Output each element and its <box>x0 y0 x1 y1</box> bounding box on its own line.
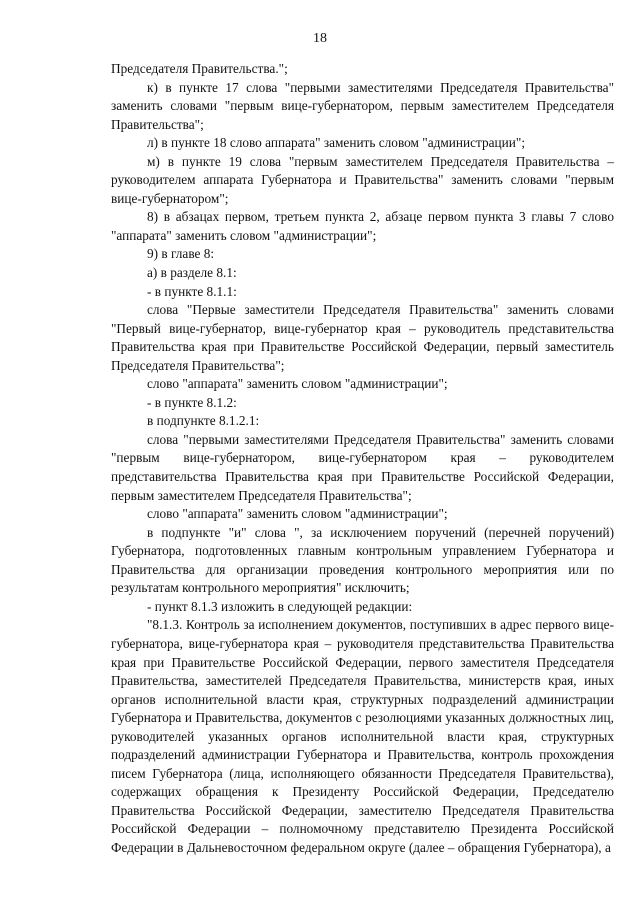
paragraph: а) в разделе 8.1: <box>147 265 237 281</box>
paragraph: в подпункте "и" слова ", за исключением поручений (перечней поручений) Губернатора, подготовленных главным контрольным управлением Губернатора и Правительства для организации проведения контрольного мероприятия или по результатам контрольного мероприятия" исключить; <box>111 524 614 596</box>
paragraph: 9) в главе 8: <box>147 246 215 262</box>
page-number: 18 <box>313 31 327 46</box>
paragraph: слова "Первые заместители Председателя Правительства" заменить словами "Первый вице-губернатор, вице-губернатор края – руководитель представительства Правительства края при Правительстве Российской Федерации, первый заместитель Председателя Правительства"; <box>111 302 614 373</box>
document-body <box>111 60 614 858</box>
paragraph: слова "первыми заместителями Председателя Правительства" заменить словами "первым вице-губернатором, вице-губернатором края – руководителем представительства Правительства края при Правительстве Российской Федерации, первым заместителем Председателя Правительства"; <box>111 431 614 503</box>
paragraph: - в пункте 8.1.2: <box>147 394 237 410</box>
paragraph: - пункт 8.1.3 изложить в следующей редакции: <box>147 598 413 614</box>
paragraph: л) в пункте 18 слово аппарата" заменить словом "администрации"; <box>147 135 526 151</box>
paragraph: к) в пункте 17 слова "первыми заместителями Председателя Правительства" заменить словами "первым вице-губернатором, первым заместителем Председателя Правительства"; <box>111 79 614 132</box>
paragraph: Председателя Правительства."; <box>111 61 288 76</box>
paragraph: м) в пункте 19 слова "первым заместителем Председателя Правительства – руководителем аппарата Губернатора и Правительства" заменить словами "первым вице-губернатором"; <box>111 153 614 206</box>
paragraph: слово "аппарата" заменить словом "администрации"; <box>147 506 448 522</box>
paragraph: - в пункте 8.1.1: <box>147 283 237 299</box>
paragraph: 8) в абзацах первом, третьем пункта 2, абзаце первом пункта 3 главы 7 слово "аппарата" заменить словом "администрации"; <box>111 209 614 243</box>
paragraph: слово "аппарата" заменить словом "администрации"; <box>147 376 448 392</box>
paragraph: в подпункте 8.1.2.1: <box>147 413 260 429</box>
paragraph: "8.1.3. Контроль за исполнением документов, поступивших в адрес первого вице-губернатора, вице-губернатора края – руководителя представительства Правительства края при Правительстве Российской Федерации, первого заместителя Председателя Правительства, заместителей Председателя Правительства, министерств края, иных органов исполнительной власти края, структурных подразделений администрации Губернатора и Правительства, документов с резолюциями указанных должностных лиц, руководителей указанных органов исполнительной власти края, структурных подразделений администрации Губернатора и Правительства, контроль прохождения писем Губернатора (лица, исполняющего обязанности Председателя Правительства), содержащих обращения к Президенту Российской Федерации, Председателю Правительства Российской Федерации, заместителю Председателя Правительства Российской Федерации – полномочному представителю Президента Российской Федерации в Дальневосточном федеральном округе (далее – обращения Губернатора), а <box>111 617 614 855</box>
